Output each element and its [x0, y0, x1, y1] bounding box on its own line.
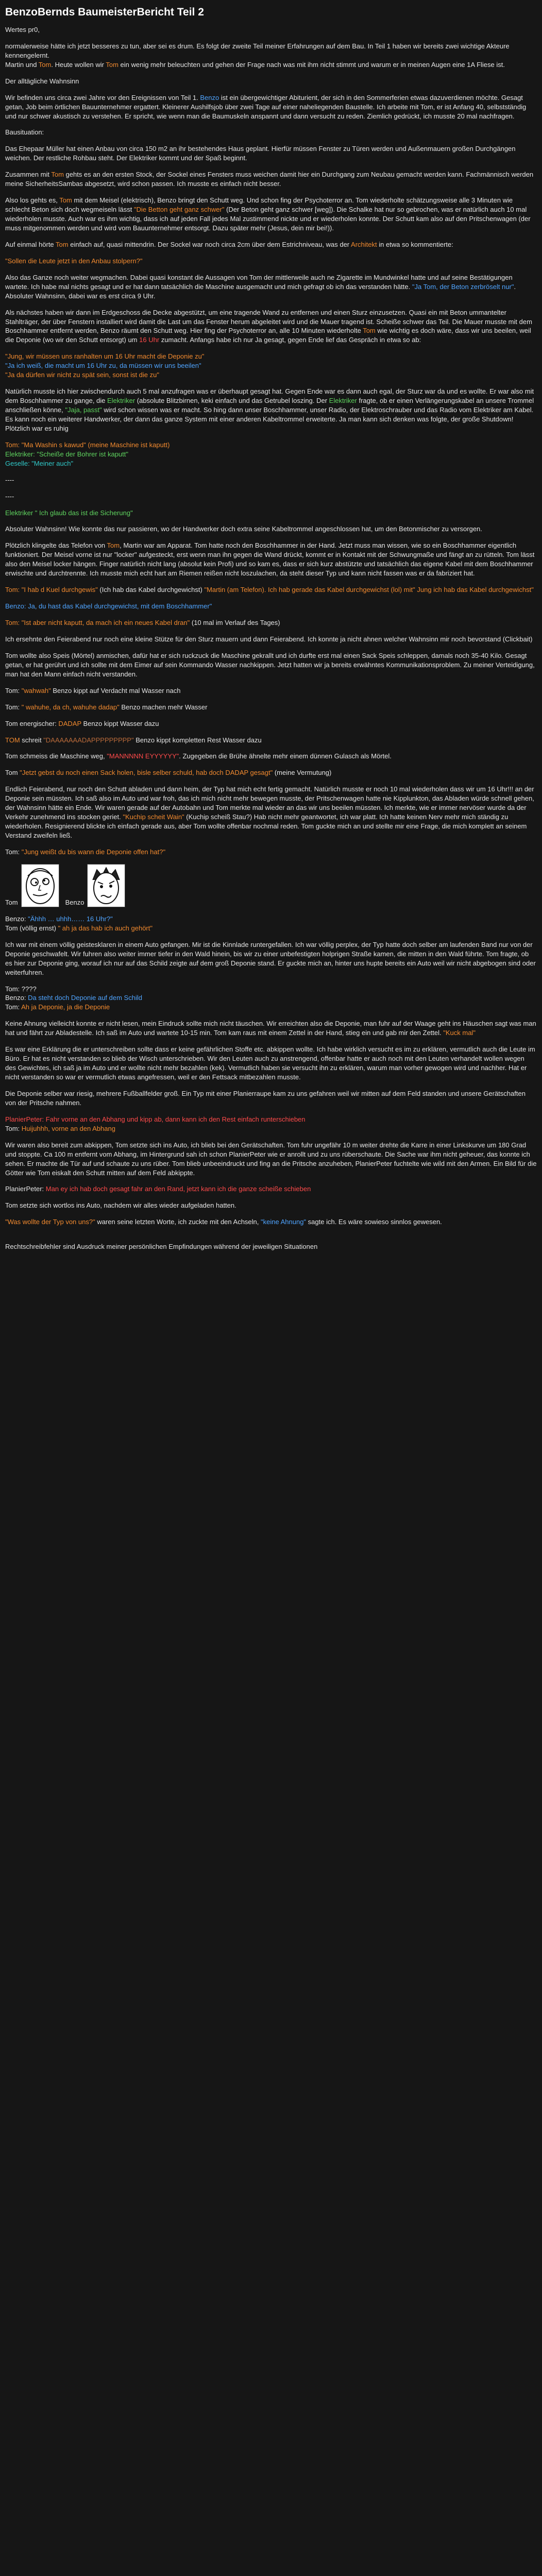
paragraph-1: Wir befinden uns circa zwei Jahre vor den Ereignissen von Teil 1. Benzo ist ein übergewichtiger Abiturient, der sich in den Sommerferien etwas dazuverdienen möchte. Gesagt getan, Job beim örtlichen Bauunternehmer ergattert. Kleinerer Aushilfsjob über zwei Tage auf einer naheliegenden Baustelle. Ich arbeite mit Tom, er ist Anfang 40, selbstständig und nur schwer akustisch zu verstehen. Er spricht, wie wenn man die Baumuskeln anspannt und dann versucht zu reden. Ziemlich gedrückt, ich musste 20 mal nachfragen.	[5, 93, 527, 120]
paragraph-21: Tom setzte sich wortlos ins Auto, nachdem wir alles wieder aufgeladen hatten.	[5, 1201, 236, 1210]
rage-item-benzo	[65, 864, 126, 907]
paragraph-13: Tom schmeiss die Maschine weg, "MANNNNN EYYYYYY". Zugegeben die Brühe ähnelte mehr einem dünnen Gulasch als Mörtel.	[5, 752, 392, 760]
cable-line-3: Tom: "Ist aber nicht kaputt, da mach ich ein neues Kabel dran" (10 mal im Verlauf des Tages)	[5, 619, 280, 627]
sign-line-2: Benzo: Da steht doch Deponie auf dem Schild	[5, 994, 142, 1002]
paragraph-3: Zusammen mit Tom gehts es an den ersten Stock, der Sockel eines Fensters muss weichen damit hier ein Durchgang zum Neubau gemacht werden kann. Fachmännisch werden meine SicherheitsSambas abgesetzt, wird schon passen. Ich musste es einfach nicht besser.	[5, 171, 534, 188]
paragraph-2: Das Ehepaar Müller hat einen Anbau von circa 150 m2 an ihr bestehendes Haus geplant. Hierfür müssen Fenster zu Türen werden und Außenmauern großen Durchgängen weichen. Der restliche Rohbau steht. Der Elektriker kommt und der Spaß beginnt.	[5, 145, 516, 162]
paragraph-20: Wir waren also bereit zum abkippen, Tom setzte sich ins Auto, ich blieb bei den Gerätschaften. Tom fuhr ungefähr 10 m weiter drehte die Karre in einer Linkskurve um 180 Grad und stoppte. Ca 100 m entfernt vom Abhang, im Hintergrund sah ich schon PlanierPeter wie er anrollt und zu uns rüberschaute. Die Sache war ihm nicht geheuer, das konnte ich sehen. Er machte die Tür auf und schaute zu uns rüber. Tom blieb unbeeindruckt und fing an die Pritsche anzuheben, PlanierPeter fuchtelte wie wild mit den Armen. Ein Bild für die Götter wie Tom eiskalt den Schutt mitten auf dem Feld abkippte.	[5, 1141, 537, 1177]
question-line: Tom: "Jung weißt du bis wann die Deponie offen hat?"	[5, 848, 166, 856]
dialogue-line-1: "Jung, wir müssen uns ranhalten um 16 Uhr macht die Deponie zu"	[5, 352, 205, 361]
paragraph-10: Plötzlich klingelte das Telefon von Tom, Martin war am Apparat. Tom hatte noch den Boschhammer in der Hand. Jetzt muss man wissen, wie so ein Boschhammer eigentlich funktioniert. Der Meisel vorne ist nur "locker" aufgesteckt, erst wenn man ihn gegen die Wand drückt, kommt er in Kontakt mit der Schwungmaße und fängt an zu rütteln. Tom lässt also den Meisel locker hängen. Finger natürlich nicht lang (absolut kein Profi) und so kam es, dass er sich kurz abstützte und tatsächlich das eigene Kabel mit dem Boschhammer erwischte und durchtrennte. Ich musste mich echt hart am Riemen reißen nicht loszulachen, da steht dieser Typ und kann nicht fassen was er da fabriziert hat.	[5, 541, 535, 578]
sign-line-3: Tom: Ah ja Deponie, ja die Deponie	[5, 1003, 110, 1011]
paragraph-6: Also das Ganze noch weiter wegmachen. Dabei quasi konstant die Aussagen von Tom der mittlerweile auch ne Zigarette im Mundwinkel hatte und auf seine Bestätigungen wartete. Ich habe mal nichts gesagt und er hat dann tatsächlich die Maschine ausgemacht und mich gefragt ob ich das verstanden hätte. "Ja Tom, der Beton zerbröselt nur". Absoluter Wahnsinn, dabei war es erst circa 9 Uhr.	[5, 273, 516, 300]
intro-paragraph-2: Martin und Tom. Heute wollen wir Tom ein wenig mehr beleuchten und gehen der Frage nach was mit ihm nicht stimmt und warum er in meinen Augen eine 1A Fliese ist.	[5, 60, 505, 69]
electric-line-2: Elektriker: "Scheiße der Bohrer ist kaputt"	[5, 450, 128, 458]
dialogue-line-3: "Ja da dürfen wir nicht zu spät sein, sonst ist die zu"	[5, 371, 159, 379]
cable-line-2: Benzo: Ja, du hast das Kabel durchgewichst, mit dem Boschhammer"	[5, 602, 212, 611]
mortar-line-1: Tom: "wahwah" Benzo kippt auf Verdacht mal Wasser nach	[5, 686, 181, 694]
paragraph-18: Es war eine Erklärung die er unterschreiben sollte dass er keine gefährlichen Stoffe etc. abkippen wollte. Ich habe wirklich versucht es im zu erklären, vermutlich auch die Leute im Büro. Er hat es nicht verstanden so blieb der Wisch unterschrieben. Wir den Leuten auch zu anstrengend, offenbar hatte er auch noch mit den Leuten verhandelt wollen wegen des Gewichtes, ich saß ja im Auto und er wollte nicht mehr bezahlen (kek). Vermutlich haben sie versucht ihn zu erklären, warum man vorher gewogen wird und nachher. Hat er nicht verstanden so war er vermutlich etwas angefressen, weil er den Fettsack mitbezahlen musste.	[5, 1045, 535, 1081]
paragraph-22: "Was wollte der Typ von uns?" waren seine letzten Worte, ich zuckte mit den Achseln, "keine Ahnung" sagte ich. Es wäre sowieso sinnlos gewesen.	[5, 1218, 442, 1226]
quote-architect: "Sollen die Leute jetzt in den Anbau stolpern?"	[5, 257, 143, 265]
paragraph-4: Also los gehts es, Tom mit dem Meisel (elektrisch), Benzo bringt den Schutt weg. Und schon fing der Psychoterror an. Tom wiederholte schätzungsweise alle 3 Minuten wie schlecht Beton sich doch wegmeiseln lässt "Die Betton geht ganz schwer" (Der Beton geht ganz schwer [weg]). Die Schalke hat nur so gebrochen, was er natürlich auch 10 mal wiederholen musste. Auch war es ihm wichtig, dass ich auf jeden Fall jedes Mal zustimmend nickte und er wiederholen konnte. Der Schutt kam also auf den Pritschenwagen (der muss mitgenommen werden und wird vom Bauunternehmer entsorgt. Dazu später mehr (Jesus, dein mir bei!)).	[5, 196, 531, 232]
paragraph-5: Auf einmal hörte Tom einfach auf, quasi mittendrin. Der Sockel war noch circa 2cm über dem Estrichniveau, was der Architekt in etwa so kommentierte:	[5, 240, 453, 248]
separator-2: ----	[5, 492, 14, 500]
paragraph-12: Tom wollte also Speis (Mörtel) anmischen, dafür hat er sich ruckzuck die Maschine gekrallt und ich durfte erst mal einen Sack Speis schleppen, damals noch 35-40 Kilo. Gesagt getan, er hat gerührt und ich sollte mit dem Eimer auf sein Kommando Wasser nachkippen. Jetzt hatten wir ja bereits erwähntes Kommunikationsproblem. Zu meiner Verteidigung, man hat den Mann einfach nicht verstanden.	[5, 651, 535, 678]
mortar-line-3: Tom energischer: DADAP Benzo kippt Wasser dazu	[5, 719, 159, 727]
rage-label-tom: Tom	[5, 898, 18, 906]
paragraph-14: Tom "Jetzt gebst du noch einen Sack holen, bisle selber schuld, hab doch DADAP gesagt" (meine Vermutung)	[5, 769, 332, 777]
paragraph-19: Die Deponie selber war riesig, mehrere Fußballfelder groß. Ein Typ mit einer Planierraupe kam zu uns gefahren weil wir mitten auf dem Feld standen und unsere Gerätschaften von der Pritsche nahmen.	[5, 1089, 526, 1107]
electric-line-4: Elektriker " Ich glaub das ist die Sicherung"	[5, 509, 133, 517]
rage-item-tom	[5, 864, 59, 907]
paragraph-16: Ich war mit einem völlig geistesklaren in einem Auto gefangen. Mir ist die Kinnlade runtergefallen. Ich war völlig perplex, der Typ hatte doch selber am laufenden Band nur von der Deponie geschwafelt. Wir fuhren also weiter immer tiefer in den Wald hinein, bis wir zu einer unbefestigten holprigen Straße kamen, die mitten in den Wald führte. Tom fragte, ob es hier zur Deponie ging, worauf ich nur auf das Schild zeigte auf dem groß Deponie stand. Er guckte mich an, hinter uns hupte bereits ein Auto weil wir nicht abgebogen sind oder weiterfuhren.	[5, 940, 536, 976]
separator-1: ----	[5, 476, 14, 484]
post-title: BenzoBernds BaumeisterBericht Teil 2	[5, 6, 204, 18]
section-heading-alltag: Der alltägliche Wahnsinn	[5, 77, 79, 85]
footer-note: Rechtschreibfehler sind Ausdruck meiner persönlichen Empfindungen während der jeweiligen Situationen	[5, 1243, 318, 1251]
electric-line-3: Geselle: "Meiner auch"	[5, 459, 74, 467]
confused-face-icon	[87, 864, 125, 907]
section-heading-bausituation: Bausituation:	[5, 128, 44, 137]
reaction-line: Tom (völlig ernst) " ah ja das hab ich auch gehört"	[5, 924, 153, 932]
paragraph-17: Keine Ahnung vielleicht konnte er nicht lesen, mein Eindruck sollte mich nicht täuschen. Wir erreichten also die Deponie, man fuhr auf der Waage geht ins Häuschen sagt was man hat und fährt zur Abladestelle. Ich saß im Auto und wartete 10-15 min. Tom kam raus mit einem Zettel in der Hand, stieg ein und gab mir den Zettel. "Kuck mal"	[5, 1020, 536, 1037]
planier-line-3: PlanierPeter: Man ey ich hab doch gesagt fahr an den Rand, jetzt kann ich die ganze scheiße schieben	[5, 1185, 311, 1193]
sign-line-1: Tom: ????	[5, 985, 37, 993]
rage-label-benzo: Benzo	[65, 898, 84, 906]
mortar-line-2: Tom: " wahuhe, da ch, wahuhe dadap" Benzo machen mehr Wasser	[5, 703, 208, 711]
paragraph-8: Natürlich musste ich hier zwischendurch auch 5 mal anzufragen was er überhaupt gesagt hat. Gegen Ende war es dann auch egal, der Sturz war da und es wollte. Er war also mit dem Boschhammer zu gange, die Elektriker (absolute Blitzbirnen, keki einfach und das Getrubel loszing. Der Elektriker fragte, ob er einen Verlängerungskabel an unsere Trommel anschließen könne, "Jaja, passt" wird schon wissen was er macht. So hing dann unser Boschhammer, unser Radio, der Elektroschrauber und das Radio vom Elektriker am Kabel. Es kann noch ein weiterer Handwerker, der dann das ganze System mit einer anderen Kabeltrommel erweiterte. Ja man kann sich denken was folgte, der große Shutdown! Plötzlich war es ruhig	[5, 387, 534, 432]
electric-line-1: Tom: "Ma Washin s kawud" (meine Maschine ist kaputt)	[5, 440, 170, 449]
paragraph-9: Absoluter Wahnsinn! Wie konnte das nur passieren, wo der Handwerker doch extra seine Kabeltrommel angeschlossen hat, um den Betonmischer zu versorgen.	[5, 525, 482, 533]
post-container	[0, 0, 542, 1271]
cable-line-1: Tom: "I hab d Kuel durchgewis" (Ich hab das Kabel durchgewichst) "Martin (am Telefon). Ich hab gerade das Kabel durchgewichst (lol) mit" Jung ich hab das Kabel durchgewichst"	[5, 586, 534, 594]
planier-line-1: PlanierPeter: Fahr vorne an den Abhang und kipp ab, dann kann ich den Rest einfach runterschieben	[5, 1115, 306, 1123]
mortar-line-4: TOM schreit "DAAAAAAADAPPPPPPPPP" Benzo kippt kompletten Rest Wasser dazu	[5, 736, 262, 744]
rage-comic-row	[5, 864, 537, 907]
intro-paragraph: normalerweise hätte ich jetzt besseres zu tun, aber sei es drum. Es folgt der zweite Teil meiner Erfahrungen auf dem Bau. In Teil 1 haben wir bereits zwei wichtige Akteure kennengelernt.	[5, 42, 510, 59]
derp-face-icon	[21, 864, 59, 907]
dialogue-line-2: "Ja ich weiß, die macht um 16 Uhr zu, da müssen wir uns beeilen"	[5, 362, 201, 370]
planier-line-2: Tom: Huijuhhh, vorne an den Abhang	[5, 1124, 115, 1132]
paragraph-11: Ich ersehnte den Feierabend nur noch eine kleine Stütze für den Sturz mauern und dann Feierabend. Ich konnte ja nicht ahnen welcher Wahnsinn mir noch bevorstand (Clickbait)	[5, 635, 533, 643]
answer-line: Benzo: "Ähhh … uhhh…… 16 Uhr?"	[5, 914, 113, 923]
paragraph-15: Endlich Feierabend, nur noch den Schutt abladen und dann heim, der Typ hat mich echt fertig gemacht. Natürlich musste er noch 10 mal wiederholen dass wir um 16 Uhr!!! an der Deponie sein müssten. Ich saß also im Auto und war froh, das ich mich nicht mehr bewegen musste, der Pritschenwagen hatte nie Kipplunkton, das Abladen würde schnell gehen, der Wahnsinn hätte ein Ende. Wir waren gerade auf der Autobahn und Tom merkte mal wieder an das wir uns beeilen müssten. Ich merkte, wie er immer nervöser wurde da der Verkehr zunehmend ins stocken geriet. "Kuchip scheit Wain" (Kuchip scheiß Stau?) Hab nicht mehr geantwortet, ich war platt. Ich hatte keinen Nerv mehr mich ständig zu wiederholen. Resignierend blickte ich einfach gerade aus, aber Tom wollte offenbar nochmal reden. Tom guckte mich an und stellte mir eine Frage, die mich komplett an seinem Verstand zweifeln ließ.	[5, 785, 534, 840]
paragraph-7: Als nächstes haben wir dann im Erdgeschoss die Decke abgestützt, um eine tragende Wand zu entfernen und einen Sturz einzusetzen. Quasi ein mit Beton ummantelter Stahlträger, der über Fenstern installiert wird damit die Last um das Fenster herum abgeleitet wird und die Mauer tragend ist. Scheiße schwer das Teil. Die Mauer musste mit dem Boschhammer entfernt werden, Benzo räumt den Schutt weg. Hier fing der Psychoterror an, alle 10 Minuten wiederholte Tom wie wichtig es doch wäre, dass wir uns beeilen, weil die Deponie (wo wir den Schutt entsorgt) um 16 Uhr zumacht. Anfangs habe ich nur Ja gesagt, gegen Ende lief das Gespräch in etwa so ab:	[5, 308, 532, 344]
greeting: Wertes pr0,	[5, 25, 40, 33]
